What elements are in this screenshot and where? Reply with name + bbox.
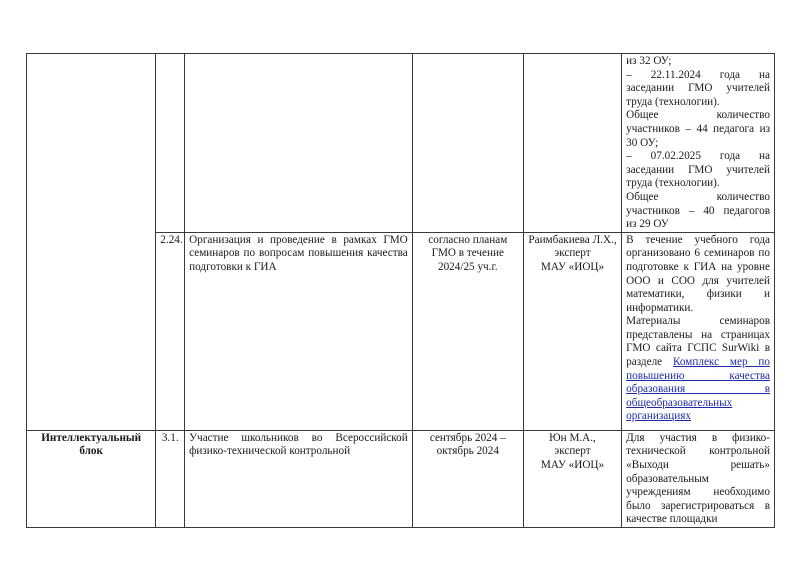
- result-line: из 29 ОУ: [626, 218, 669, 231]
- event-cell: Организация и проведение в рамках ГМО семинаров по вопросам повышения качества подготовки к ГИА: [185, 232, 413, 430]
- event-cell: [185, 54, 413, 233]
- result-line: участников – 44 педагога из: [626, 122, 770, 135]
- result-line: заседании ГМО учителей: [626, 82, 770, 95]
- result-line: Общее количество: [626, 190, 770, 203]
- table-row: [27, 430, 775, 527]
- responsible-name: Раимбакиева Л.Х.,: [528, 233, 617, 246]
- dates-cell: сентябрь 2024 – октябрь 2024: [412, 430, 523, 527]
- link-quality-measures[interactable]: Комплекс мер по повышению качества образования в общеобразовательных организациях: [626, 356, 770, 423]
- result-text: В течение учебного года организовано 6 семинаров по подготовке к ГИА на уровне ООО и СОО для учителей математики, физики и информатики.: [626, 233, 770, 314]
- table-row: [27, 54, 775, 233]
- activity-table: [26, 53, 775, 528]
- result-text-2: Материалы семинаров представлены на страницах ГМО сайта ГСПС SurWiki в разделе: [626, 315, 770, 369]
- block-cell: [27, 54, 156, 431]
- result-line: заседании ГМО учителей: [626, 163, 770, 176]
- responsible-role: эксперт: [554, 445, 591, 458]
- number-cell: 3.1.: [156, 430, 185, 527]
- number-cell: [156, 54, 185, 233]
- responsible-org: МАУ «ИОЦ»: [540, 260, 605, 273]
- responsible-cell: [523, 54, 621, 233]
- result-cell: Для участия в физико-технической контрольной «Выходи решать» образовательным учреждениям необходимо было зарегистрироваться в качестве площадки: [622, 430, 775, 527]
- result-line: Общее количество: [626, 109, 770, 122]
- responsible-name: Юн М.А.,: [549, 431, 596, 444]
- event-cell: Участие школьников во Всероссийской физико-технической контрольной: [185, 430, 413, 527]
- result-line: 30 ОУ;: [626, 136, 659, 149]
- result-line: труда (технологии).: [626, 95, 720, 108]
- result-cell: [622, 232, 775, 430]
- result-line: – 07.02.2025 года на: [626, 150, 770, 163]
- result-cell: [622, 54, 775, 233]
- responsible-cell: [523, 430, 621, 527]
- responsible-role: эксперт: [554, 247, 591, 260]
- dates-cell: [412, 54, 523, 233]
- result-line: из 32 ОУ;: [626, 55, 672, 67]
- result-line: труда (технологии).: [626, 177, 720, 190]
- responsible-org: МАУ «ИОЦ»: [540, 458, 605, 471]
- responsible-cell: [523, 232, 621, 430]
- number-cell: 2.24.: [156, 232, 185, 430]
- result-line: – 22.11.2024 года на: [626, 68, 770, 81]
- block-cell: Интеллектуальный блок: [27, 430, 156, 527]
- dates-cell: согласно планам ГМО в течение 2024/25 уч.г.: [412, 232, 523, 430]
- result-line: участников – 40 педагогов: [626, 204, 770, 217]
